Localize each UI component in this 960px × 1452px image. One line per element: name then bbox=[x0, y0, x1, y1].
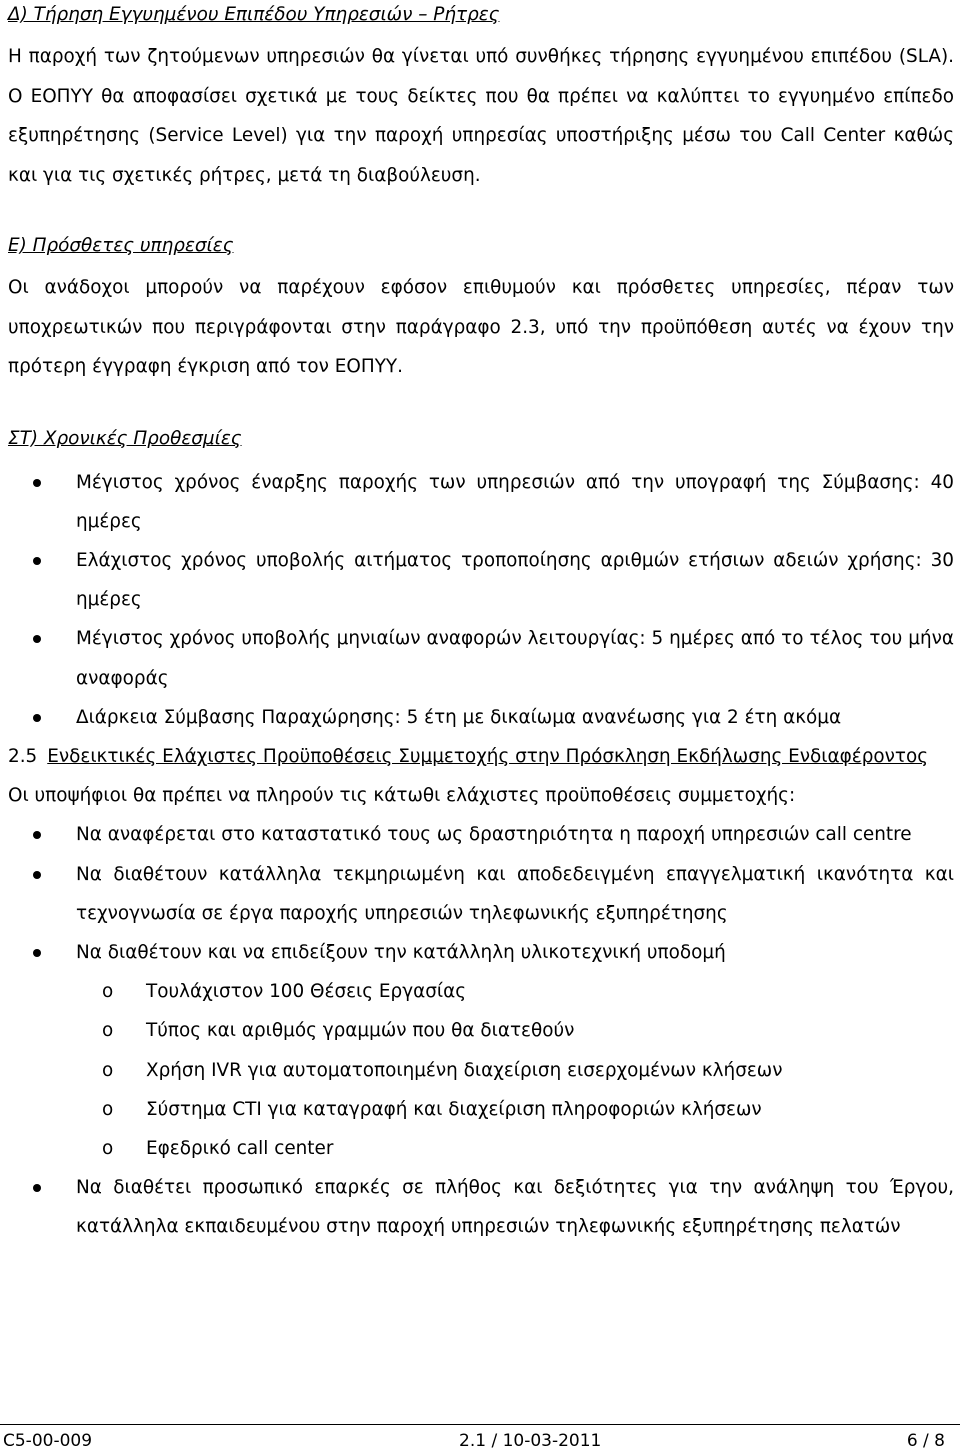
sub-list-item bbox=[8, 1011, 954, 1050]
sub-bullet-marker: o bbox=[102, 981, 114, 1003]
list-item: Να αναφέρεται στο καταστατικό τους ως δραστηριότητα η παροχή υπηρεσιών call centre bbox=[8, 815, 954, 854]
section-e-heading: Ε) Πρόσθετες υπηρεσίες bbox=[8, 235, 234, 256]
page-number: 6 / 8 bbox=[906, 1431, 945, 1451]
list-item: Να διαθέτουν κατάλληλα τεκμηριωμένη και αποδεδειγμένη επαγγελματική ικανότητα και τεχνογνωσία σε έργα παροχής υπηρεσιών τηλεφωνικής εξυπηρέτησης bbox=[8, 855, 954, 933]
sub-bullet-marker: o bbox=[102, 1020, 114, 1042]
document-version: 2.1 / 10-03-2011 bbox=[459, 1431, 602, 1451]
sub-list-item-text: Σύστημα CTI για καταγραφή και διαχείριση πληροφοριών κλήσεων bbox=[146, 1098, 762, 1120]
sub-list-item-text: Τουλάχιστον 100 Θέσεις Εργασίας bbox=[146, 981, 466, 1003]
list-item: Διάρκεια Σύμβασης Παραχώρησης: 5 έτη με δικαίωμα ανανέωσης για 2 έτη ακόμα bbox=[8, 698, 954, 737]
sub-bullet-marker: o bbox=[102, 1059, 114, 1081]
sub-list-item bbox=[8, 1090, 954, 1129]
list-item bbox=[8, 933, 954, 972]
section-d-heading: Δ) Τήρηση Εγγυημένου Επιπέδου Υπηρεσιών – Ρήτρες bbox=[8, 4, 500, 25]
infrastructure-sublist bbox=[8, 972, 954, 1168]
section-2-5-title bbox=[8, 737, 954, 776]
section-d-paragraph: Η παροχή των ζητούμενων υπηρεσιών θα γίνεται υπό συνθήκες τήρησης εγγυημένου επιπέδου (SLA). Ο ΕΟΠΥΥ θα αποφασίσει σχετικά με τους δείκτες που θα πρέπει να καλύπτει το εγγυημένο επίπεδο εξυπηρέτησης (Service Level) για την παροχή υπηρεσίας υποστήριξης μέσω του Call Center καθώς και για τις σχετικές ρήτρες, μετά τη διαβούλευση. bbox=[8, 46, 954, 186]
section-e-paragraph: Οι ανάδοχοι μπορούν να παρέχουν εφόσον επιθυμούν και πρόσθετες υπηρεσίες, πέραν των υποχρεωτικών που περιγράφονται στην παράγραφο 2.3, υπό την προϋπόθεση αυτές να έχουν την πρότερη έγγραφη έγκριση από τον ΕΟΠΥΥ. bbox=[8, 277, 954, 377]
sub-bullet-marker: o bbox=[102, 1138, 114, 1160]
list-item: Μέγιστος χρόνος υποβολής μηνιαίων αναφορών λειτουργίας: 5 ημέρες από το τέλος του μήνα αναφοράς bbox=[8, 619, 954, 697]
requirements-list-continued bbox=[8, 1168, 954, 1246]
sub-list-item-text: Χρήση IVR για αυτοματοποιημένη διαχείριση εισερχομένων κλήσεων bbox=[146, 1059, 783, 1081]
section-2-5-intro: Οι υποψήφιοι θα πρέπει να πληρούν τις κάτωθι ελάχιστες προϋποθέσεις συμμετοχής: bbox=[8, 784, 796, 806]
sub-list-item bbox=[8, 972, 954, 1011]
section-number: 2.5 bbox=[8, 745, 38, 767]
page-footer bbox=[0, 1424, 960, 1452]
deadlines-list bbox=[8, 463, 954, 737]
document-page bbox=[8, 0, 954, 1247]
sub-list-item-text: Τύπος και αριθμός γραμμών που θα διατεθούν bbox=[146, 1020, 575, 1042]
list-item: Ελάχιστος χρόνος υποβολής αιτήματος τροποποίησης αριθμών ετήσιων αδειών χρήσης: 30 ημέρες bbox=[8, 541, 954, 619]
sub-bullet-marker: o bbox=[102, 1098, 114, 1120]
list-item-text: Να διαθέτουν και να επιδείξουν την κατάλληλη υλικοτεχνική υποδομή bbox=[76, 942, 726, 964]
list-item: Να διαθέτει προσωπικό επαρκές σε πλήθος και δεξιότητες για την ανάληψη του Έργου, κατάλληλα εκπαιδευμένου στην παροχή υπηρεσιών τηλεφωνικής εξυπηρέτησης πελατών bbox=[8, 1168, 954, 1246]
sub-list-item bbox=[8, 1129, 954, 1168]
sub-list-item-text: Εφεδρικό call center bbox=[146, 1138, 334, 1160]
section-st-heading: ΣΤ) Χρονικές Προθεσμίες bbox=[8, 427, 242, 449]
list-item: Μέγιστος χρόνος έναρξης παροχής των υπηρεσιών από την υπογραφή της Σύμβασης: 40 ημέρες bbox=[8, 463, 954, 541]
document-code: C5-00-009 bbox=[3, 1431, 93, 1451]
section-title-text: Ενδεικτικές Ελάχιστες Προϋποθέσεις Συμμετοχής στην Πρόσκληση Εκδήλωσης Ενδιαφέροντος bbox=[47, 745, 929, 767]
sub-list-item bbox=[8, 1051, 954, 1090]
requirements-list bbox=[8, 815, 954, 972]
